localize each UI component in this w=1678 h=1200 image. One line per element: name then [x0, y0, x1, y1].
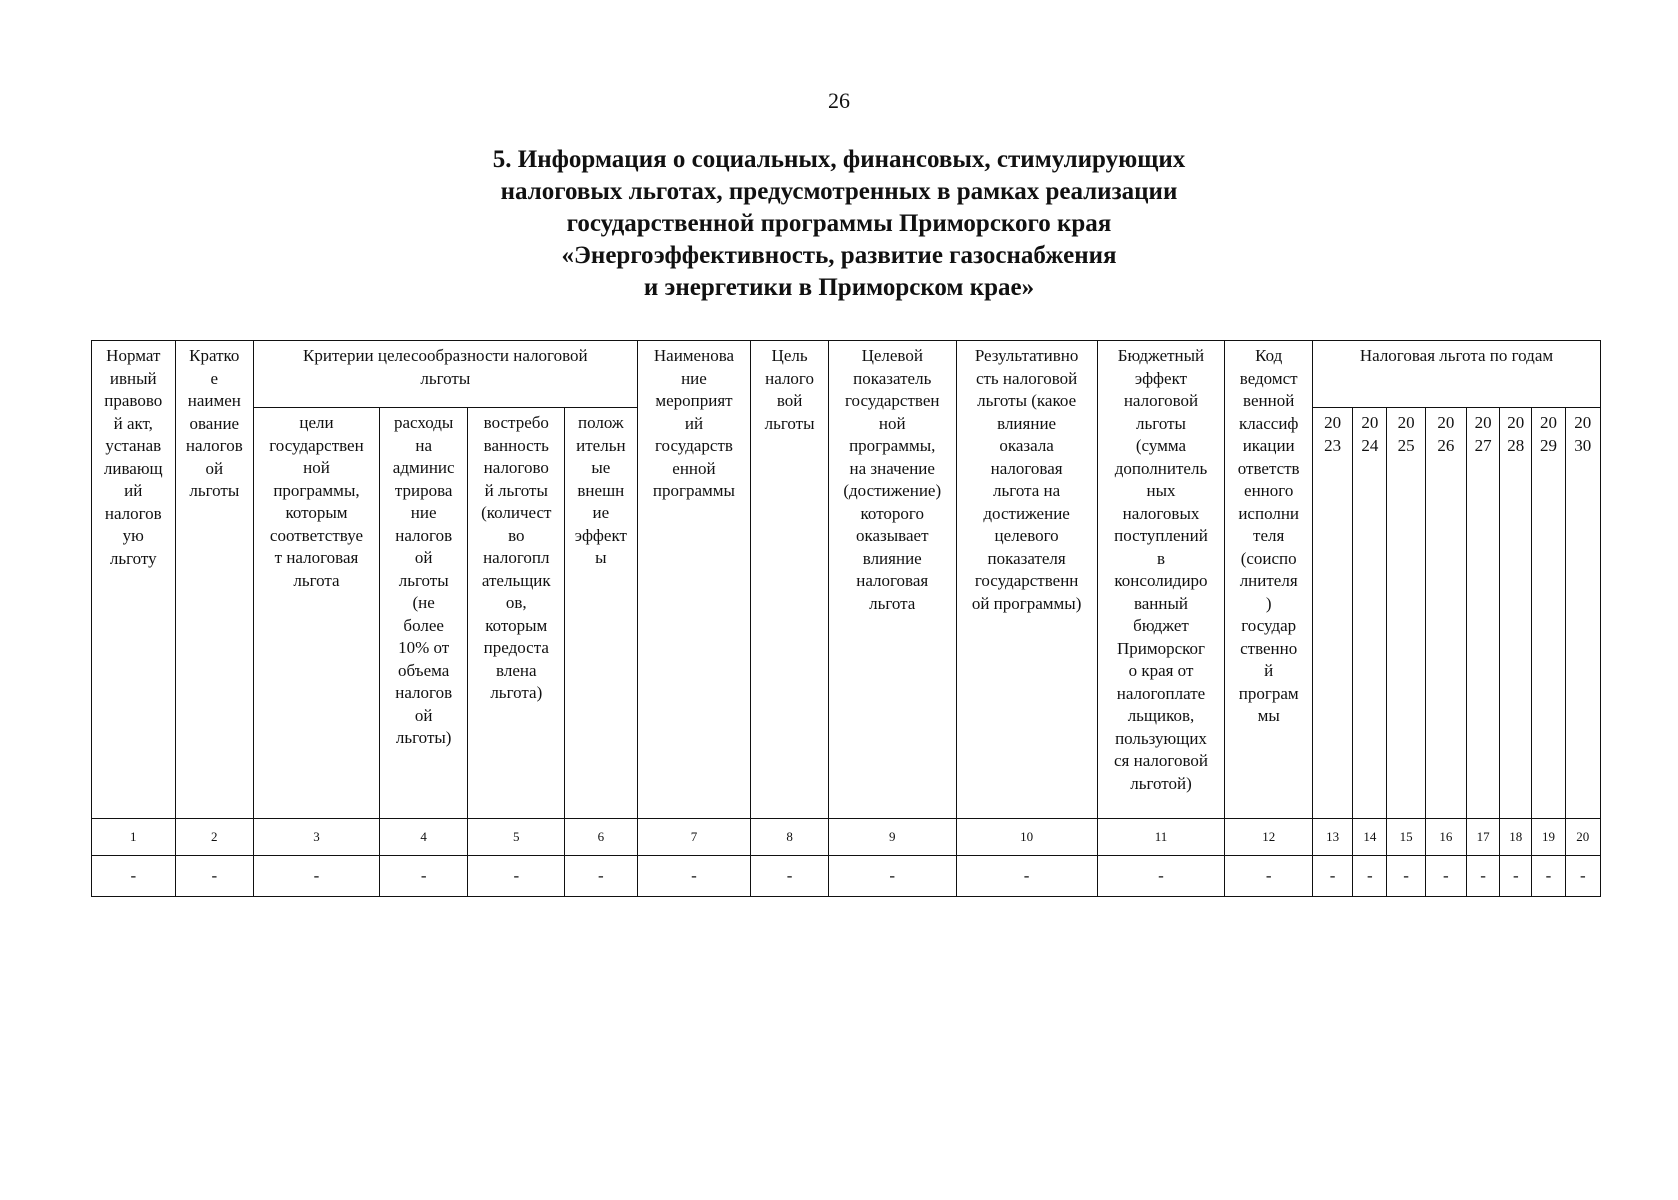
column-number: 17	[1466, 819, 1499, 856]
column-number: 12	[1225, 819, 1313, 856]
header-budget-effect: Бюджетный эффект налоговой льготы (сумма дополнитель ных налоговых поступлений в консолидиро ванный бюджет Приморског о края от налогоплате льщиков, пользующих ся налоговой льготой)	[1097, 341, 1225, 819]
table-cell: -	[379, 856, 468, 897]
page-number: 26	[828, 88, 850, 113]
column-number: 2	[175, 819, 254, 856]
table-cell: -	[565, 856, 638, 897]
title-line: 5. Информация о социальных, финансовых, стимулирующих	[492, 146, 1186, 173]
header-short-name: Кратко е наимен ование налогов ой льготы	[175, 341, 254, 819]
header-program-goals: цели государствен ной программы, которым соответствуе т налоговая льгота	[254, 408, 380, 819]
table-cell: -	[1532, 856, 1565, 897]
column-number: 11	[1097, 819, 1225, 856]
header-year: 20 24	[1353, 408, 1387, 819]
header-activities: Наименова ние мероприят ий государств енной программы	[637, 341, 751, 819]
header-year: 20 26	[1425, 408, 1466, 819]
column-number: 14	[1353, 819, 1387, 856]
column-number-row	[92, 819, 1601, 856]
tax-benefits-table	[91, 340, 1601, 897]
column-number: 16	[1425, 819, 1466, 856]
table-cell: -	[1097, 856, 1225, 897]
table-cell: -	[1312, 856, 1352, 897]
column-number: 1	[92, 819, 176, 856]
table-cell: -	[828, 856, 956, 897]
header-target-indicator: Целевой показатель государствен ной программы, на значение (достижение) которого оказывает влияние налоговая льгота	[828, 341, 956, 819]
column-number: 6	[565, 819, 638, 856]
table-row	[92, 856, 1601, 897]
column-number: 5	[468, 819, 565, 856]
header-year: 20 25	[1387, 408, 1425, 819]
column-number: 19	[1532, 819, 1565, 856]
header-normative-act: Нормат ивный правово й акт, устанав ливающ ий налогов ую льготу	[92, 341, 176, 819]
table-cell: -	[92, 856, 176, 897]
header-year: 20 27	[1466, 408, 1499, 819]
table-cell: -	[1500, 856, 1532, 897]
column-number: 4	[379, 819, 468, 856]
column-number: 18	[1500, 819, 1532, 856]
column-number: 7	[637, 819, 751, 856]
table-cell: -	[1425, 856, 1466, 897]
header-effectiveness: Результативно сть налоговой льготы (какое влияние оказала налоговая льгота на достижение целевого показателя государственн ой программы)	[956, 341, 1097, 819]
header-years-group: Налоговая льгота по годам	[1312, 341, 1600, 408]
table-cell: -	[1565, 856, 1600, 897]
header-department-code: Код ведомст венной классиф икации ответств енного исполни теля (соиспо лнителя ) государ ственно й програм мы	[1225, 341, 1313, 819]
title-line: налоговых льготах, предусмотренных в рамках реализации	[500, 178, 1178, 205]
header-year: 20 29	[1532, 408, 1565, 819]
header-year: 20 28	[1500, 408, 1532, 819]
header-demand: востребо ванность налогово й льготы (количест во налогопл ательщик ов, которым предоста влена льгота)	[468, 408, 565, 819]
section-title	[0, 144, 1678, 304]
header-benefit-goal: Цель налого вой льготы	[751, 341, 829, 819]
table-cell: -	[637, 856, 751, 897]
title-line: и энергетики в Приморском крае»	[643, 274, 1035, 301]
table-cell: -	[1225, 856, 1313, 897]
table-cell: -	[956, 856, 1097, 897]
table-cell: -	[1466, 856, 1499, 897]
column-number: 13	[1312, 819, 1352, 856]
column-number: 3	[254, 819, 380, 856]
header-admin-costs: расходы на админис трирова ние налогов ой льготы (не более 10% от объема налогов ой льготы)	[379, 408, 468, 819]
table-cell: -	[751, 856, 829, 897]
header-criteria-group: Критерии целесообразности налоговой льготы	[254, 341, 638, 408]
column-number: 8	[751, 819, 829, 856]
column-number: 9	[828, 819, 956, 856]
column-number: 15	[1387, 819, 1425, 856]
table-cell: -	[1353, 856, 1387, 897]
table-cell: -	[1387, 856, 1425, 897]
header-year: 20 30	[1565, 408, 1600, 819]
header-row-top	[92, 341, 1601, 408]
table-cell: -	[468, 856, 565, 897]
table-cell: -	[254, 856, 380, 897]
title-line: «Энергоэффективность, развитие газоснабжения	[561, 242, 1117, 269]
column-number: 20	[1565, 819, 1600, 856]
table-cell: -	[175, 856, 254, 897]
title-line: государственной программы Приморского края	[566, 210, 1112, 237]
column-number: 10	[956, 819, 1097, 856]
header-year: 20 23	[1312, 408, 1352, 819]
header-external-effects: полож ительн ые внешн ие эффект ы	[565, 408, 638, 819]
